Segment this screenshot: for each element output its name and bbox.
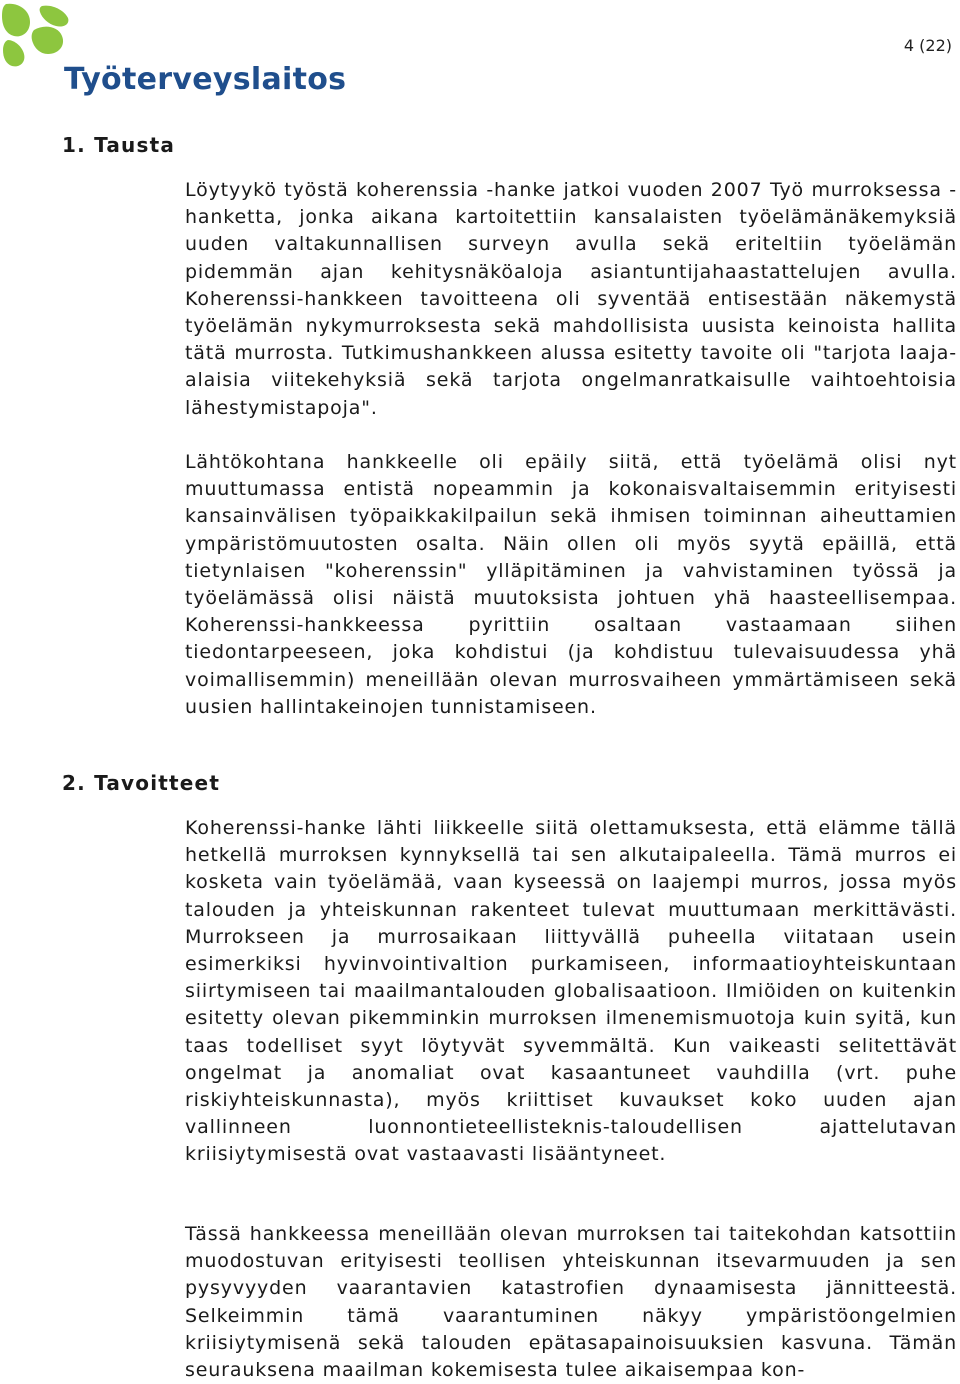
paragraph: Lähtökohtana hankkeelle oli epäily siitä, että työelämä olisi nyt muuttumassa entistä nopeammin ja kokonaisvaltaisemmin erityisesti kansainvälisen työpaikkakilpailun sekä ihmisen toiminnan aiheuttamien ympäristömuutosten osalta. Näin ollen oli myös syytä epäillä, että tietynlaisen "koherenssin" ylläpitäminen ja vahvistaminen työssä ja työelämässä olisi näistä muutoksista johtuen yhä haasteellisempaa. Koherenssi-hankkeessa pyrittiin osaltaan vastaamaan siihen tiedontarpeeseen, joka kohdistui (ja kohdistuu tulevaisuudessa yhä voimallisemmin) meneillään olevan murrosvaiheen ymmärtämiseen sekä uusien hallintakeinojen tunnistamiseen. (185, 451, 957, 718)
page-number: 4 (22) (903, 36, 952, 55)
paragraph: Tässä hankkeessa meneillään olevan murroksen tai taitekohdan katsottiin muodostuvan erityisesti teollisen yhteiskunnan itsevarmuuden ja sen pysyvyyden vaarantavien katastrofien dynaamisesta jännitteestä. Selkeimmin tämä vaarantuminen näkyy ympäristöongelmien kriisiytymisenä sekä talouden epätasapainoisuuksien kasvuna. Tämän seurauksena maailman kokemisesta tulee aikaisempaa kon- (185, 1223, 957, 1382)
logo-leaf-icon (2, 4, 68, 67)
paragraph: Löytyykö työstä koherenssia -hanke jatkoi vuoden 2007 Työ murroksessa -hanketta, jonka aikana kartoitettiin kansalaisten työelämänäkemyksiä uuden valtakunnallisen surveyn avulla sekä eriteltiin työelämän pidemmän ajan kehitysnäköaloja asiantuntijahaastattelujen avulla. Koherenssi-hankkeen tavoitteena oli syventää entisestään näkemystä työelämän nykymurroksesta sekä mahdollisista uusista keinoista hallita tätä murrosta. Tutkimushankkeen alussa esitetty tavoite oli "tarjota laaja-alaisia viitekehyksiä sekä tarjota ongelmanratkaisulle vaihtoehtoisia lähestymistapoja". (185, 179, 957, 419)
logo-wordmark: Työterveyslaitos (64, 62, 347, 97)
section-heading-tausta: 1. Tausta (62, 133, 176, 157)
section-heading-tavoitteet: 2. Tavoitteet (62, 771, 221, 795)
paragraph: Koherenssi-hanke lähti liikkeelle siitä olettamuksesta, että elämme tällä hetkellä murroksen kynnyksellä tai sen alkutaipaleella. Tämä murros ei kosketa vain työelämää, vaan kyseessä on laajempi murros, jossa myös talouden ja yhteiskunnan rakenteet tulevat muuttumaan merkittävästi. Murrokseen ja murrosaikaan liittyvällä puheella viitataan usein esimerkiksi hyvinvointivaltion purkamiseen, informaatioyhteiskuntaan siirtymiseen tai maailmantalouden globalisaatioon. Ilmiöiden on kuitenkin esitetty olevan pikemminkin murroksen ilmenemismuotoja kuin syitä, kun taas todelliset syyt löytyvät syvemmältä. Kun vaikeasti selitettävät ongelmat ja anomaliat ovat kasaantuneet vauhdilla (vrt. puhe riskiyhteiskunnasta), myös kriittiset kuvaukset koko uuden ajan vallinneen luonnontieteellisteknis-taloudellisen ajattelutavan kriisiytymisestä ovat vastaavasti lisääntyneet. (185, 817, 957, 1166)
